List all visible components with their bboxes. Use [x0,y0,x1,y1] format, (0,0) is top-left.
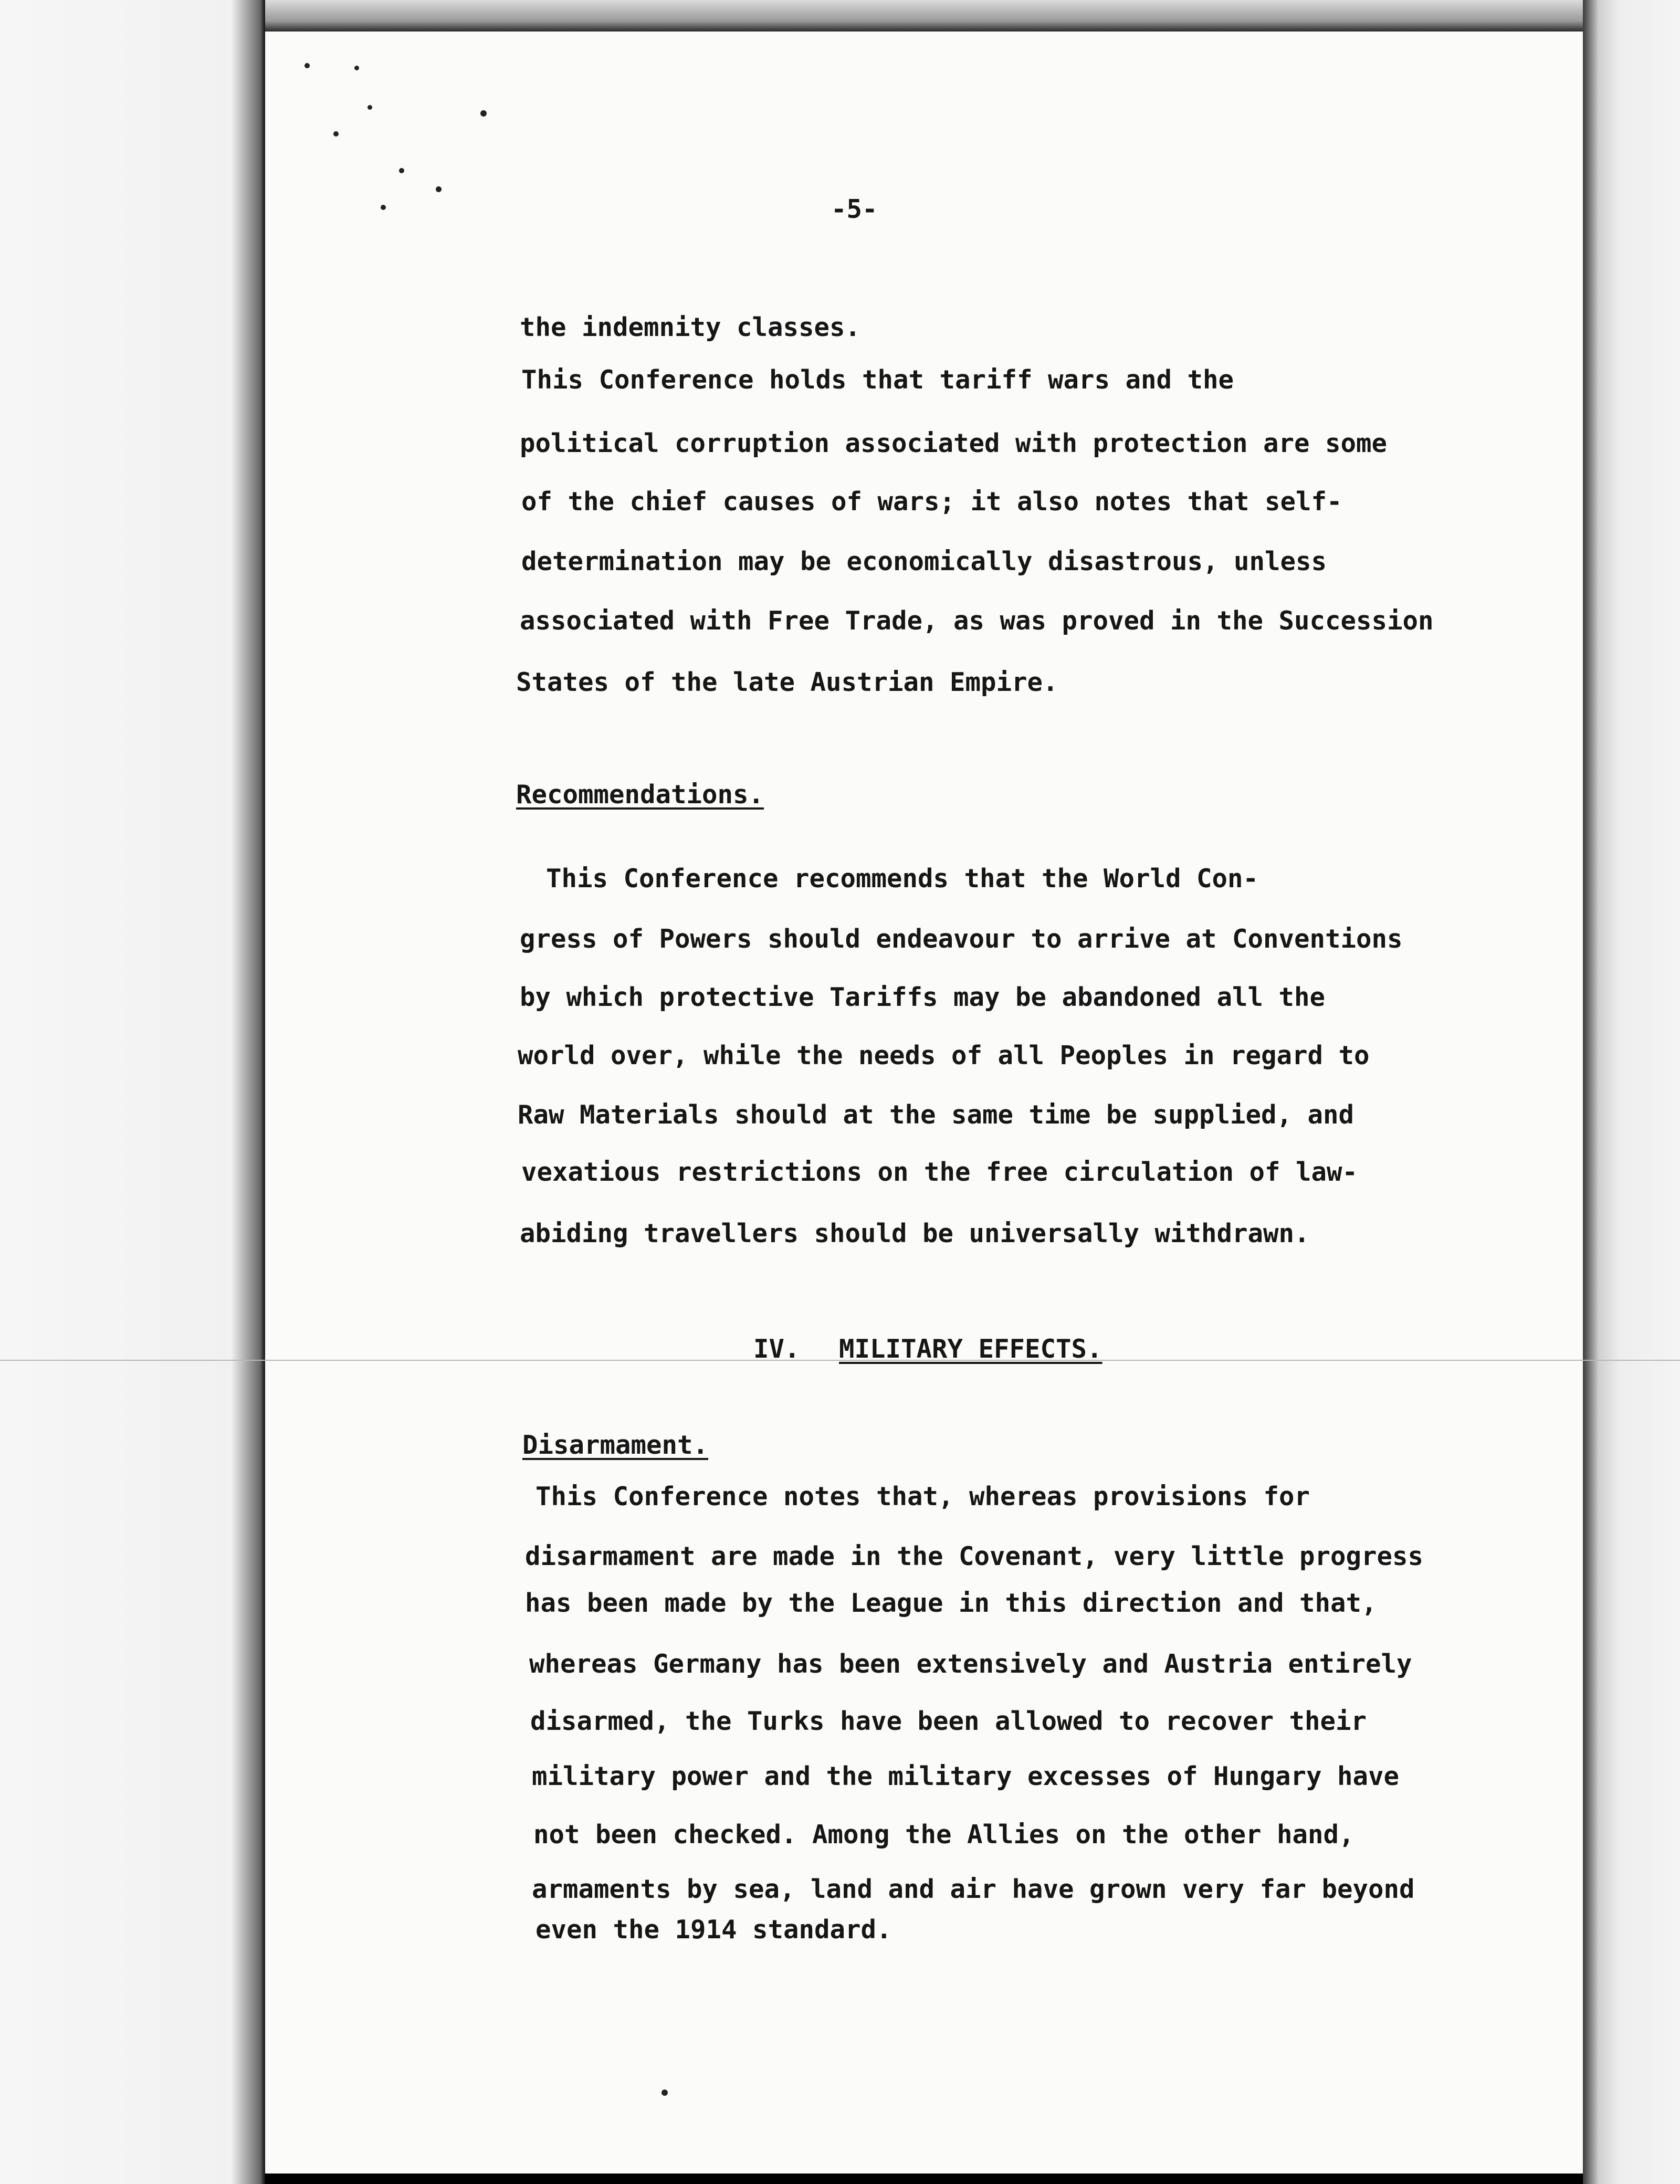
scan-top-edge [265,0,1680,32]
scan-speck [304,63,310,68]
scan-speck [354,66,359,70]
text-line: This Conference holds that tariff wars and the [521,365,1234,395]
text-line: gress of Powers should endeavour to arrive at Conventions [520,924,1403,954]
text-line: Raw Materials should at the same time be supplied, and [518,1100,1354,1130]
text-line: associated with Free Trade, as was proved in the Succession [520,606,1434,636]
text-line: whereas Germany has been extensively and Austria entirely [529,1649,1412,1679]
text-line: military power and the military excesses of Hungary have [532,1761,1400,1791]
text-line: determination may be economically disastrous, unless [521,547,1327,576]
text-line: has been made by the League in this direction and that, [525,1588,1377,1618]
text-line: This Conference notes that, whereas provisions for [536,1482,1310,1511]
section-title-military-effects: MILITARY EFFECTS. [839,1334,1102,1364]
section-heading-disarmament: Disarmament. [522,1430,709,1460]
scan-speck [480,110,487,117]
text-line: of the chief causes of wars; it also notes that self- [521,487,1342,517]
text-line: abiding travellers should be universally withdrawn. [520,1219,1310,1248]
scan-speck [436,186,442,192]
scan-right-edge [1583,0,1680,2184]
text-line: even the 1914 standard. [536,1915,892,1945]
scan-speck [333,131,339,136]
text-line: This Conference recommends that the World Con- [546,864,1259,894]
text-line: vexatious restrictions on the free circulation of law- [521,1157,1358,1187]
text-line: States of the late Austrian Empire. [516,667,1058,697]
scan-speck [381,205,386,210]
text-line: not been checked. Among the Allies on the other hand, [533,1820,1354,1850]
text-line: the indemnity classes. [520,312,861,342]
text-line: world over, while the needs of all Peoples in regard to [518,1041,1370,1070]
scan-speck [399,168,404,173]
text-line: disarmament are made in the Covenant, very little progress [525,1541,1424,1571]
text-line: by which protective Tariffs may be abandoned all the [520,982,1326,1012]
text-line: armaments by sea, land and air have grown very far beyond [532,1874,1415,1904]
text-line: political corruption associated with protection are some [520,428,1388,458]
scan-speck [368,105,372,110]
section-heading-recommendations: Recommendations. [516,780,764,810]
section-number: IV. [753,1334,800,1364]
scan-speck [662,2090,668,2096]
text-line: disarmed, the Turks have been allowed to recover their [530,1706,1367,1736]
scan-left-margin [0,0,265,2184]
page-number: -5- [831,194,878,224]
